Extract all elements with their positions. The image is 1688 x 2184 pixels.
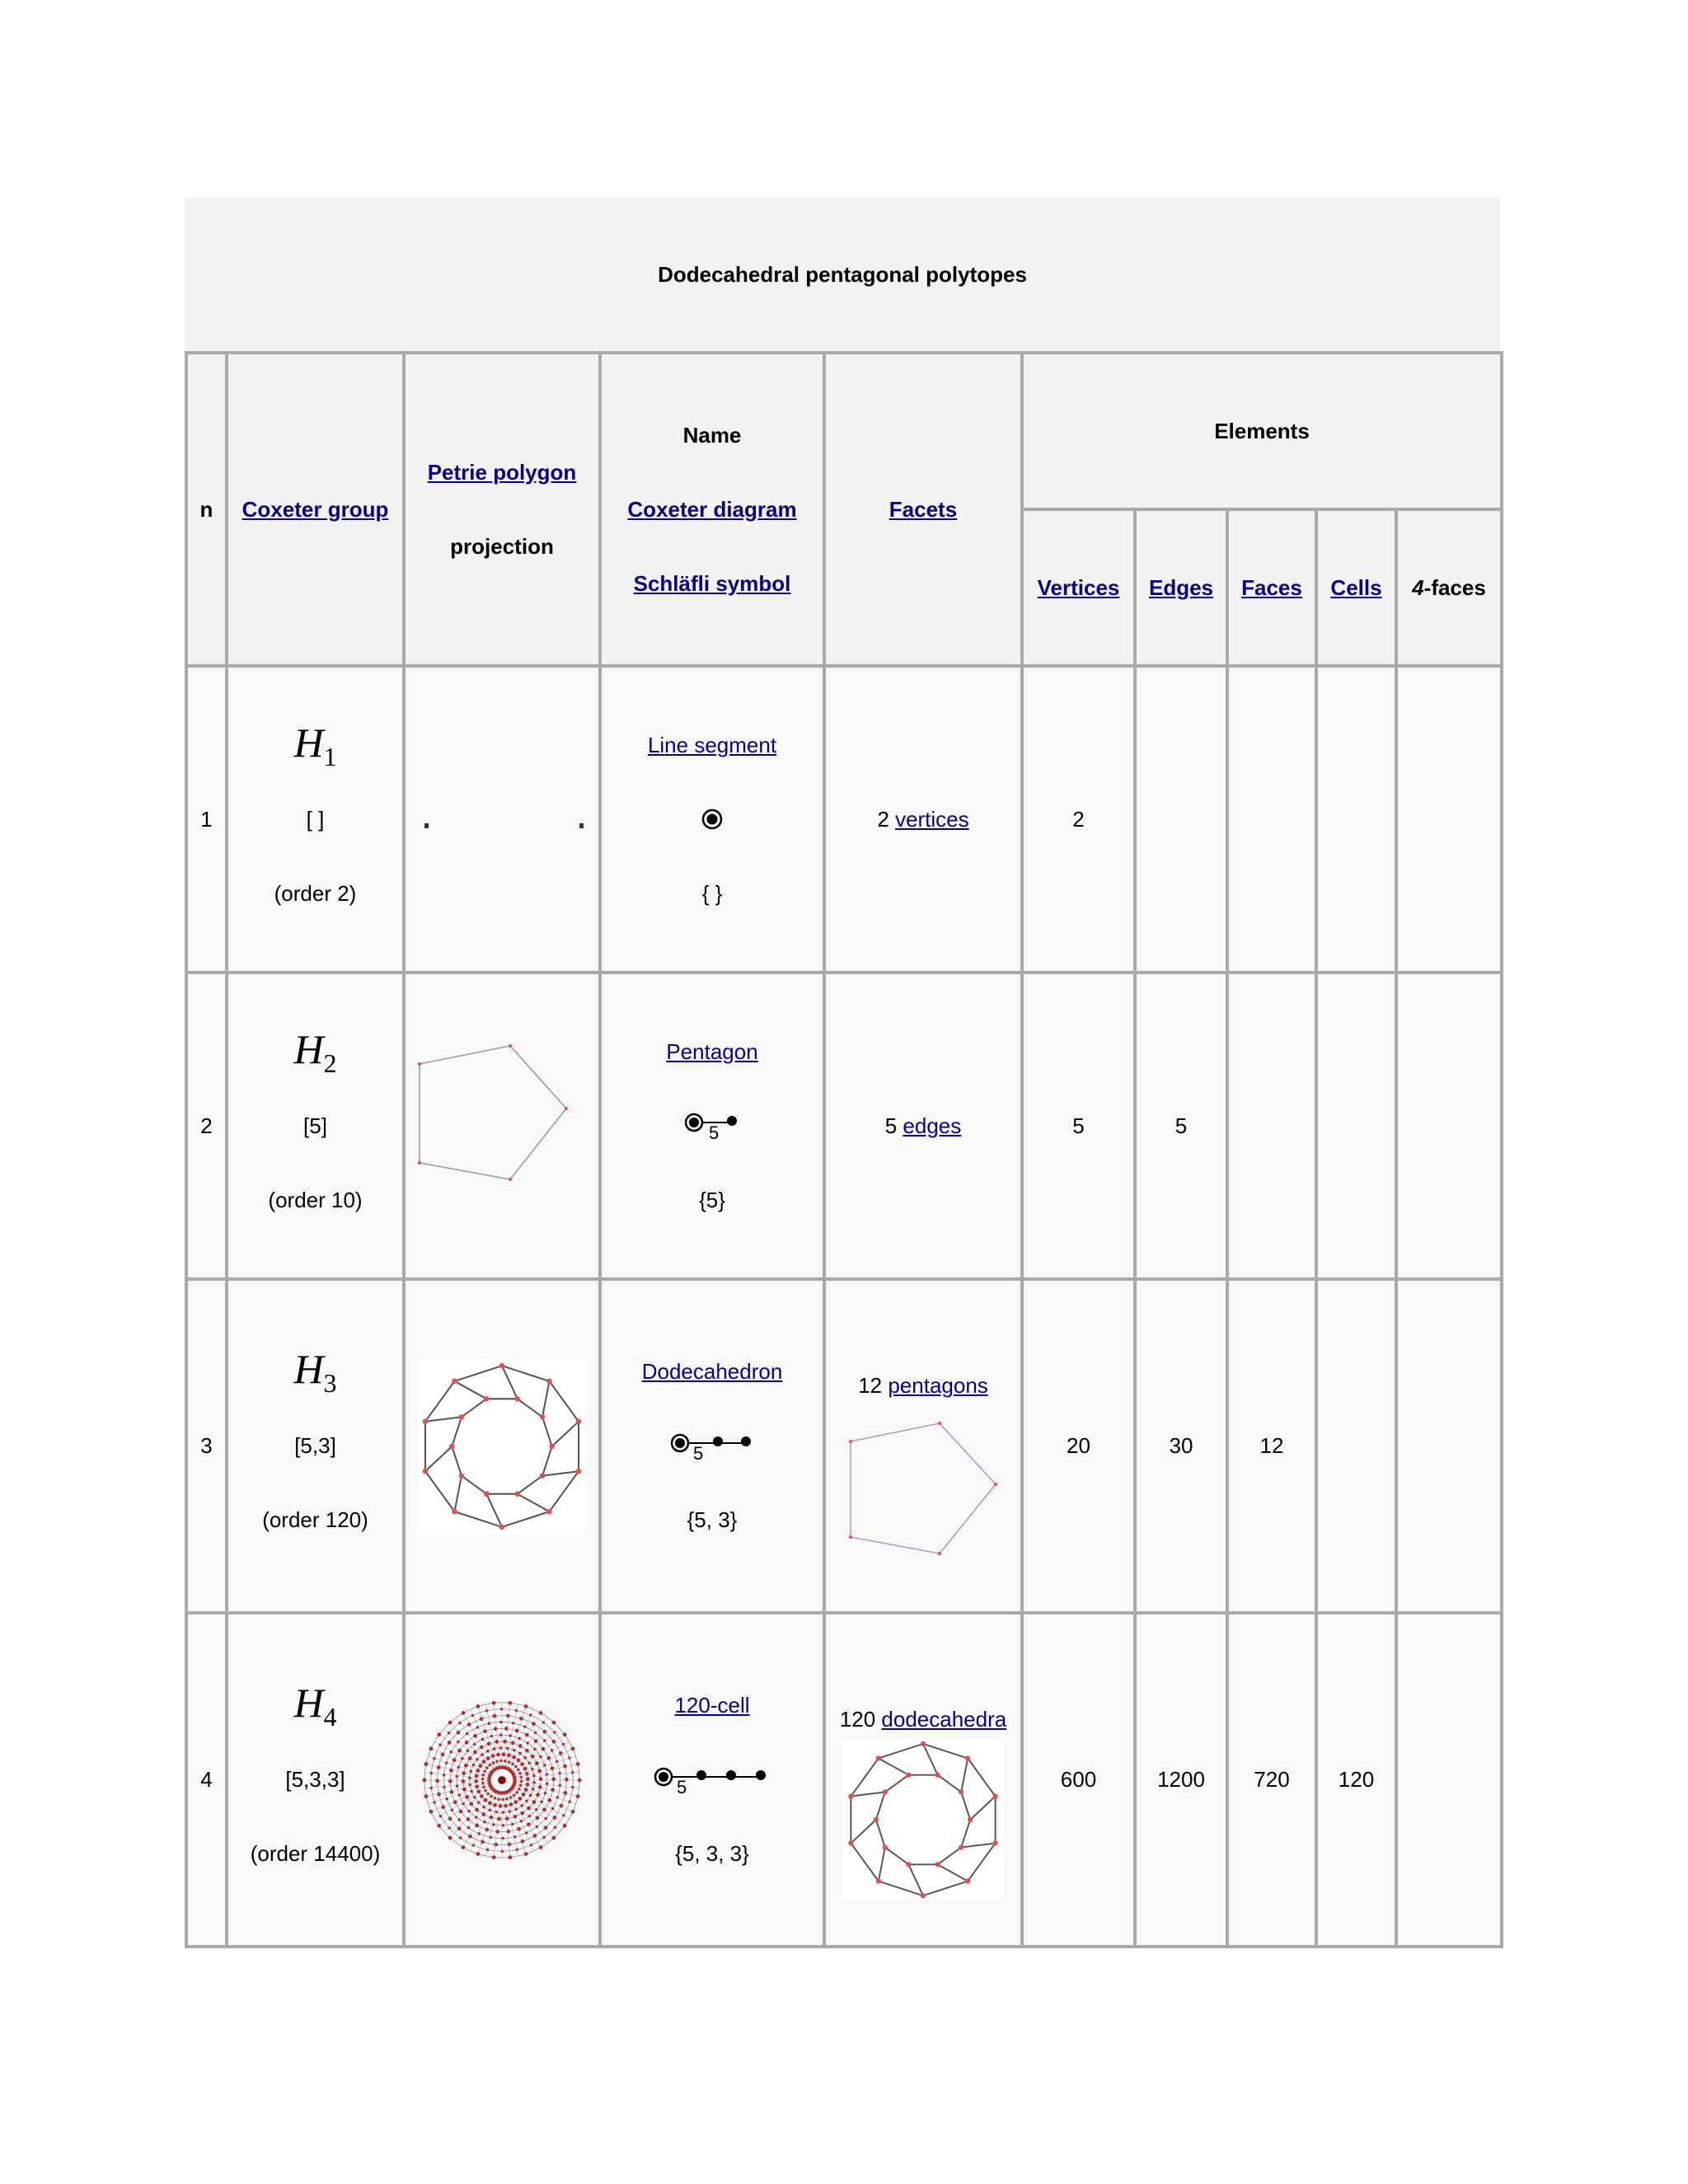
four-faces-prefix: 4 — [1412, 574, 1424, 600]
vertices-value: 5 — [1022, 972, 1135, 1279]
group-symbol-h: $H_3$ — [293, 1346, 337, 1398]
coxeter-diagram-icon — [650, 1764, 774, 1797]
group-order: (order 120) — [262, 1507, 368, 1532]
name-cell — [600, 1613, 824, 1947]
group-bracket: [ ] — [306, 806, 325, 832]
edges-value — [1135, 666, 1227, 972]
facets-cell — [824, 666, 1022, 972]
petrie-projection-cell — [404, 972, 600, 1279]
row-n: 4 — [186, 1613, 227, 1947]
header-faces — [1227, 509, 1316, 666]
coxeter-diagram-icon — [679, 1109, 745, 1142]
header-cells — [1316, 509, 1396, 666]
name-cell — [600, 972, 824, 1279]
edges-value: 30 — [1135, 1279, 1227, 1613]
group-order: (order 14400) — [250, 1841, 381, 1866]
coxeter-diagram-icon — [696, 804, 729, 834]
header-coxeter-group — [227, 353, 404, 666]
table-row — [186, 1613, 1502, 1947]
header-elements: Elements — [1022, 353, 1502, 509]
header-petrie — [404, 353, 600, 666]
polytopes-table — [185, 351, 1503, 1948]
schlafli-symbol: {5, 3, 3} — [675, 1841, 749, 1866]
petrie-projection-cell — [404, 1613, 600, 1947]
header-name — [600, 353, 824, 666]
group-symbol-h: $H_4$ — [293, 1680, 337, 1732]
schlafli-symbol: {5, 3} — [687, 1507, 738, 1532]
facets-count: 5 — [884, 1113, 898, 1138]
facets-type-link[interactable]: dodecahedra — [881, 1707, 1007, 1732]
table-row — [186, 666, 1502, 972]
row-n: 3 — [186, 1279, 227, 1613]
table-row — [186, 1279, 1502, 1613]
pentagon-facet-image — [841, 1405, 1006, 1578]
facets-link[interactable]: Facets — [889, 496, 958, 522]
four-faces-suffix: -faces — [1423, 574, 1486, 600]
svg-text:5: 5 — [693, 1442, 704, 1463]
edges-value: 1200 — [1135, 1613, 1227, 1947]
petrie-projection-cell — [404, 666, 600, 972]
facets-count: 2 — [877, 806, 889, 832]
header-vertices — [1022, 509, 1135, 666]
coxeter-group-cell — [227, 1279, 404, 1613]
polytope-name-link[interactable]: Dodecahedron — [641, 1359, 783, 1384]
schlafli-symbol: {5} — [699, 1187, 725, 1212]
facets-cell — [824, 972, 1022, 1279]
line-segment-projection-image — [406, 800, 598, 833]
polytope-name-link[interactable]: 120-cell — [674, 1693, 750, 1718]
row-n: 1 — [186, 666, 227, 972]
group-order: (order 2) — [274, 880, 357, 906]
group-symbol-h: $H_2$ — [293, 1025, 337, 1078]
group-symbol-h: $H_1$ — [293, 719, 337, 771]
cells-value — [1316, 972, 1396, 1279]
faces-link[interactable]: Faces — [1241, 574, 1302, 600]
vertices-value: 600 — [1022, 1613, 1135, 1947]
facets-cell — [824, 1279, 1022, 1613]
pentagon-projection-image — [411, 1033, 593, 1214]
petrie-polygon-link[interactable]: Petrie polygon — [427, 459, 577, 485]
facets-type-link[interactable]: pentagons — [888, 1373, 988, 1398]
120-cell-projection-image — [421, 1699, 583, 1861]
dodecahedron-facet-image — [839, 1739, 1007, 1900]
header-4faces — [1396, 509, 1502, 666]
name-cell — [600, 1279, 824, 1613]
row-n: 2 — [186, 972, 227, 1279]
schlafli-symbol: { } — [701, 880, 723, 906]
header-n: n — [186, 353, 227, 666]
coxeter-group-link[interactable]: Coxeter group — [241, 496, 389, 522]
polytope-name-link[interactable]: Line segment — [647, 732, 777, 757]
polytope-name-link[interactable]: Pentagon — [666, 1038, 758, 1064]
table-caption: Dodecahedral pentagonal polytopes — [185, 198, 1500, 351]
edges-link[interactable]: Edges — [1148, 574, 1214, 600]
faces-value: 720 — [1227, 1613, 1316, 1947]
projection-label: projection — [450, 533, 554, 559]
faces-value: 12 — [1227, 1279, 1316, 1613]
cells-value — [1316, 1279, 1396, 1613]
facets-cell — [824, 1613, 1022, 1947]
group-bracket: [5,3] — [294, 1433, 336, 1458]
coxeter-diagram-icon — [667, 1430, 757, 1463]
name-cell — [600, 666, 824, 972]
coxeter-diagram-link[interactable]: Coxeter diagram — [627, 496, 797, 522]
dodecahedron-projection-image — [418, 1358, 586, 1535]
petrie-projection-cell — [404, 1279, 600, 1613]
svg-text:5: 5 — [709, 1122, 720, 1142]
fourfaces-value — [1396, 666, 1502, 972]
facets-count: 120 — [839, 1707, 876, 1732]
facets-type-link[interactable]: edges — [903, 1113, 962, 1138]
group-order: (order 10) — [268, 1187, 363, 1212]
group-bracket: [5] — [303, 1113, 327, 1138]
faces-value — [1227, 666, 1316, 972]
group-bracket: [5,3,3] — [285, 1767, 345, 1792]
cells-value — [1316, 666, 1396, 972]
facets-count: 12 — [858, 1373, 883, 1398]
fourfaces-value — [1396, 1279, 1502, 1613]
facets-type-link[interactable]: vertices — [895, 806, 969, 832]
schlafli-symbol-link[interactable]: Schläfli symbol — [633, 570, 791, 596]
table-row — [186, 972, 1502, 1279]
name-label: Name — [682, 422, 742, 448]
fourfaces-value — [1396, 1613, 1502, 1947]
fourfaces-value — [1396, 972, 1502, 1279]
coxeter-group-cell — [227, 1613, 404, 1947]
faces-value — [1227, 972, 1316, 1279]
polytopes-table-container — [185, 198, 1500, 1948]
coxeter-group-cell — [227, 972, 404, 1279]
edges-value: 5 — [1135, 972, 1227, 1279]
header-edges — [1135, 509, 1227, 666]
vertices-value: 2 — [1022, 666, 1135, 972]
vertices-link[interactable]: Vertices — [1037, 574, 1120, 600]
svg-text:5: 5 — [677, 1776, 687, 1797]
cells-link[interactable]: Cells — [1330, 574, 1382, 600]
cells-value: 120 — [1316, 1613, 1396, 1947]
vertices-value: 20 — [1022, 1279, 1135, 1613]
header-facets — [824, 353, 1022, 666]
coxeter-group-cell — [227, 666, 404, 972]
